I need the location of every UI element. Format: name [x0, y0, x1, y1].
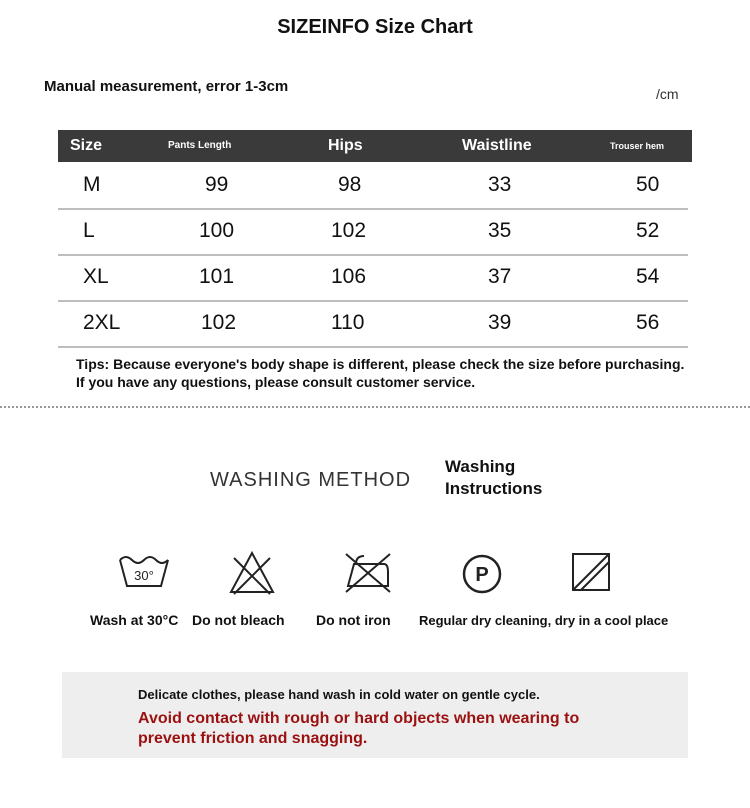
trouser-hem-cell: 56	[636, 311, 660, 334]
pants-length-cell: 102	[201, 311, 237, 334]
hips-cell: 102	[331, 219, 367, 242]
sizing-tips: Tips: Because everyone's body shape is different, please check the size before purchasing. If you have any questions, please consult customer service.	[76, 356, 685, 390]
table-row	[58, 208, 688, 256]
table-row	[58, 162, 688, 210]
dry-clean-icon	[460, 550, 504, 594]
trouser-hem-cell: 52	[636, 219, 660, 242]
waistline-cell: 35	[488, 219, 512, 242]
header-waistline: Waistline	[462, 137, 532, 154]
size-cell: L	[83, 219, 95, 242]
dry-clean-label: Regular dry cleaning, dry in a cool place	[419, 613, 669, 628]
do-not-bleach-icon	[228, 550, 276, 596]
size-cell: 2XL	[83, 311, 121, 334]
dry-clean-symbol: P	[475, 564, 489, 586]
dry-shade-icon	[570, 550, 614, 594]
unit-label: /cm	[656, 86, 679, 102]
wash-30-label: Wash at 30°C	[90, 612, 179, 628]
do-not-iron-icon	[340, 550, 394, 594]
waistline-cell: 33	[488, 173, 512, 196]
hips-cell: 98	[338, 173, 362, 196]
care-note-line: Delicate clothes, please hand wash in cold water on gentle cycle.	[138, 687, 540, 702]
table-row	[58, 254, 688, 302]
measurement-note: Manual measurement, error 1-3cm	[44, 78, 289, 95]
size-cell: XL	[83, 265, 109, 288]
pants-length-cell: 99	[205, 173, 229, 196]
size-cell: M	[83, 173, 101, 196]
wash-temperature-symbol: 30°	[134, 568, 154, 583]
page-title: SIZEINFO Size Chart	[277, 16, 473, 38]
hips-cell: 110	[331, 311, 365, 334]
washing-method-heading: WASHING METHOD	[210, 469, 412, 491]
waistline-cell: 39	[488, 311, 512, 334]
trouser-hem-cell: 50	[636, 173, 660, 196]
washing-instructions-heading: Washing Instructions	[445, 457, 543, 498]
header-pants-length: Pants Length	[168, 140, 232, 151]
table-row	[58, 300, 688, 348]
care-warning: Avoid contact with rough or hard objects when wearing to prevent friction and snagging.	[138, 710, 580, 747]
pants-length-cell: 101	[199, 265, 235, 288]
do-not-bleach-label: Do not bleach	[192, 612, 285, 628]
header-hips: Hips	[328, 137, 363, 154]
header-size: Size	[70, 137, 103, 154]
wash-30-icon	[117, 550, 171, 590]
hips-cell: 106	[331, 265, 367, 288]
trouser-hem-cell: 54	[636, 265, 660, 288]
size-table-header	[58, 130, 692, 162]
waistline-cell: 37	[488, 265, 512, 288]
do-not-iron-label: Do not iron	[316, 612, 391, 628]
section-divider	[0, 406, 750, 408]
pants-length-cell: 100	[199, 219, 235, 242]
header-trouser-hem: Trouser hem	[610, 141, 665, 151]
